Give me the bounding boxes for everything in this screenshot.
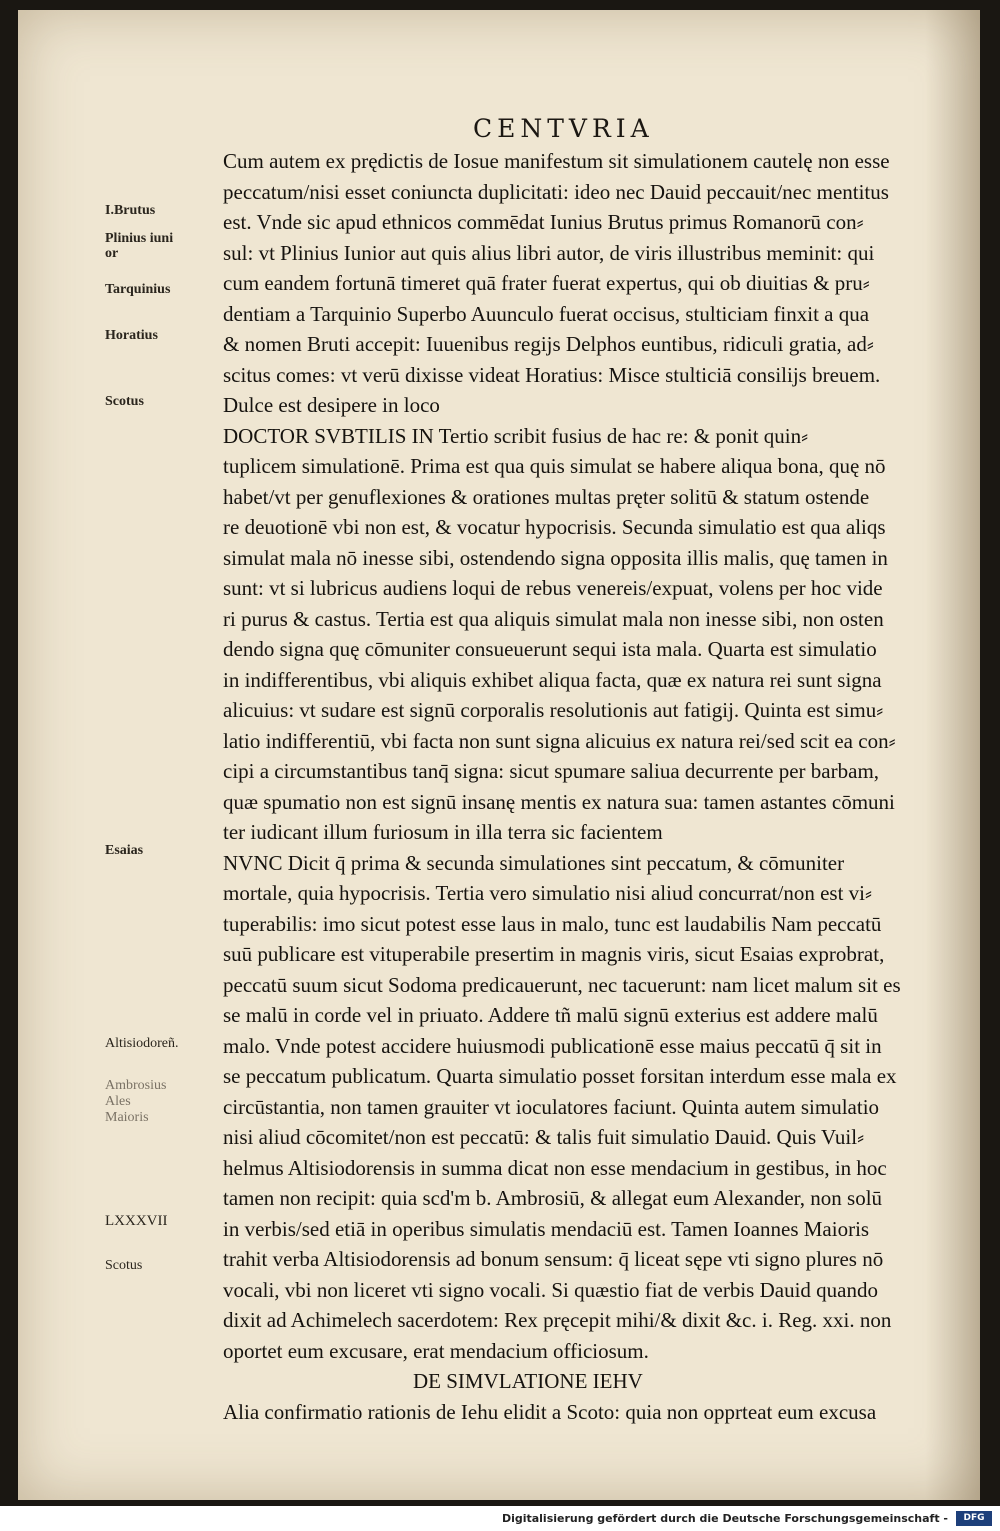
text-line: malo. Vnde potest accidere huiusmodi publicationē esse maius peccatū q̄ sit in bbox=[223, 1033, 882, 1058]
text-line: cum eandem fortunā timeret quā frater fuerat expertus, qui ob diuitias & pru⸗ bbox=[223, 271, 870, 295]
text-line: habet/vt per genuflexiones & orationes multas pręter solitū & statum ostende bbox=[223, 484, 870, 509]
text-line: mortale, quia hypocrisis. Tertia vero simulatio nisi aliud concurrat/non est vi⸗ bbox=[223, 881, 872, 905]
text-line: oportet eum excusare, erat mendacium officiosum. bbox=[223, 1338, 649, 1363]
text-line: & nomen Bruti accepit: Iuuenibus regijs Delphos euntibus, ridiculi gratia, ad⸗ bbox=[223, 332, 874, 356]
text-line: quæ spumatio non est signū insanę mentis ex natura sua: tamen astantes cōmuni bbox=[223, 789, 895, 814]
text-line: nisi aliud cōcomitet/non est peccatū: & talis fuit simulatio Dauid. Quis Vuil⸗ bbox=[223, 1125, 865, 1149]
margin-note-brutus: I.Brutus bbox=[105, 203, 156, 218]
text-line: scitus comes: vt verū dixisse videat Horatius: Misce stulticiā consilijs breuem. bbox=[223, 362, 881, 387]
text-line: helmus Altisiodorensis in summa dicat non esse mendacium in gestibus, in hoc bbox=[223, 1155, 887, 1180]
text-line: peccatū suum sicut Sodoma predicauerunt, nec tacuerunt: nam licet malum sit es bbox=[223, 972, 901, 997]
margin-note-ales: Ales bbox=[105, 1094, 131, 1109]
margin-note-ambrosius: Ambrosius bbox=[105, 1078, 167, 1093]
footer-credit: Digitalisierung gefördert durch die Deutsche Forschungsgemeinschaft - bbox=[501, 1512, 948, 1525]
margin-note-horatius: Horatius bbox=[105, 328, 158, 343]
margin-note-altisiodoren: Altisiodoreñ. bbox=[105, 1036, 179, 1051]
margin-note-tarquinius: Tarquinius bbox=[105, 282, 171, 297]
margin-note-plinius-cont: or bbox=[105, 246, 119, 261]
text-line: dixit ad Achimelech sacerdotem: Rex pręcepit mihi/& dixit &c. i. Reg. xxi. non bbox=[223, 1308, 892, 1332]
text-line: trahit verba Altisiodorensis ad bonum sensum: q̄ liceat sępe vti signo plures nō bbox=[223, 1247, 884, 1271]
text-line: re deuotionē vbi non est, & vocatur hypocrisis. Secunda simulatio est qua aliqs bbox=[223, 515, 886, 539]
text-line: NVNC Dicit q̄ prima & secunda simulationes sint peccatum, & cōmuniter bbox=[223, 850, 845, 875]
margin-note-plinius: Plinius iuni bbox=[105, 231, 174, 246]
text-line: suū publicare est vituperabile presertim in magnis viris, sicut Esaias exprobrat, bbox=[223, 942, 885, 966]
text-line: vocali, vbi non liceret vti signo vocali. Si quæstio fiat de verbis Dauid quando bbox=[223, 1277, 878, 1302]
text-line: peccatum/nisi esset coniuncta duplicitati: ideo nec Dauid peccauit/nec mentitus bbox=[223, 179, 889, 204]
text-line: sul: vt Plinius Iunior aut quis alius libri autor, de viris illustribus meminit: qui bbox=[223, 240, 875, 265]
dfg-logo-icon: DFG bbox=[956, 1511, 992, 1526]
margin-note-esaias: Esaias bbox=[105, 843, 144, 858]
margin-note-maioris: Maioris bbox=[105, 1110, 149, 1125]
text-line: Cum autem ex prędictis de Iosue manifestum sit simulationem cautelę non esse bbox=[223, 149, 890, 173]
text-line: Dulce est desipere in loco bbox=[223, 393, 440, 417]
text-line: tamen non recipit: quia scd'm b. Ambrosiū, & allegat eum Alexander, non solū bbox=[223, 1186, 883, 1210]
digitization-footer bbox=[0, 1506, 1000, 1531]
text-line: sunt: vt si lubricus audiens loqui de rebus venereis/expuat, volens per hoc vide bbox=[223, 576, 883, 600]
text-line: se malū in corde vel in priuato. Addere tñ malū signū exterius est addere malū bbox=[223, 1003, 878, 1027]
section-heading: DE SIMVLATIONE IEHV bbox=[413, 1369, 643, 1393]
text-line: in indifferentibus, vbi aliquis exhibet aliqua facta, quæ ex natura rei sunt signa bbox=[223, 667, 882, 692]
text-line: DOCTOR SVBTILIS IN Tertio scribit fusius de hac re: & ponit quin⸗ bbox=[223, 423, 809, 448]
text-line: se peccatum publicatum. Quarta simulatio posset forsitan interdum esse mala ex bbox=[223, 1064, 897, 1088]
text-line: tuplicem simulationē. Prima est qua quis simulat se habere aliqua bona, quę nō bbox=[223, 454, 886, 478]
margin-note-scotus: Scotus bbox=[105, 394, 144, 409]
text-line: dendo signa quę cōmuniter consueuerunt sequi ista mala. Quarta est simulatio bbox=[223, 637, 877, 661]
main-text-block bbox=[223, 146, 968, 1427]
book-page bbox=[18, 10, 980, 1500]
text-line: ter iudicant illum furiosum in illa terra sic facientem bbox=[223, 820, 663, 844]
text-line: est. Vnde sic apud ethnicos commēdat Iunius Brutus primus Romanorū con⸗ bbox=[223, 210, 864, 234]
text-line: dentiam a Tarquinio Superbo Auunculo fuerat occisus, stulticiam finxit a qua bbox=[223, 301, 870, 326]
text-line: simulat mala nō inesse sibi, ostendendo signa opposita illis malis, quę tamen in bbox=[223, 545, 888, 570]
running-header: CENTVRIA bbox=[473, 114, 654, 143]
text-line: in verbis/sed etiā in operibus simulatis mendaciū est. Tamen Ioannes Maioris bbox=[223, 1216, 870, 1241]
text-line: ri purus & castus. Tertia est qua aliquis simulat mala non inesse sibi, non osten bbox=[223, 606, 884, 631]
text-line: alicuius: vt sudare est signū corporalis resolutionis aut fatigij. Quinta est simu⸗ bbox=[223, 698, 884, 722]
text-line: cipi a circumstantibus tanq̄ signa: sicut spumare saliua decurrente per barbam, bbox=[223, 759, 880, 783]
folio-number: LXXXVII bbox=[105, 1213, 168, 1229]
text-line: latio indifferentiū, vbi facta non sunt signa alicuius ex natura rei/sed scit ea con⸗ bbox=[223, 728, 896, 753]
margin-note-scotus-2: Scotus bbox=[105, 1258, 143, 1273]
text-line: circūstantia, non tamen grauiter vt ioculatores faciunt. Quinta autem simulatio bbox=[223, 1094, 880, 1119]
text-line: tuperabilis: imo sicut potest esse laus in malo, tunc est laudabilis Nam peccatū bbox=[223, 911, 882, 936]
text-line: Alia confirmatio rationis de Iehu elidit a Scoto: quia non opprteat eum excusa bbox=[223, 1399, 877, 1424]
